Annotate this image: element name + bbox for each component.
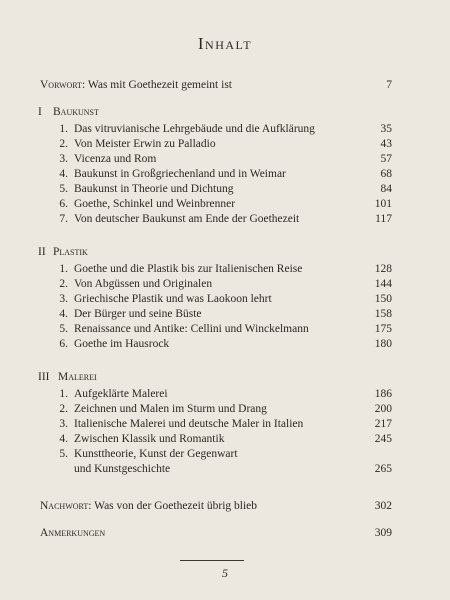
- entry-number: 4.: [59, 433, 68, 445]
- entry-title: Baukunst in Großgriechenland und in Weimar: [74, 168, 286, 180]
- toc-entry: [0, 447, 450, 462]
- page-number: 5: [222, 566, 228, 580]
- toc-entry: [0, 322, 450, 337]
- toc-entry-continuation: [0, 462, 450, 477]
- entry-page: 128: [374, 263, 392, 275]
- entry-title: Der Bürger und seine Büste: [74, 308, 202, 320]
- nachwort-page: 302: [374, 500, 392, 512]
- entry-number: 4.: [59, 168, 68, 180]
- toc-entry: [0, 262, 450, 277]
- vorwort-page: 7: [386, 79, 392, 91]
- section-heading-malerei: [0, 370, 450, 385]
- entry-page: 150: [374, 293, 392, 305]
- toc-entry: [0, 337, 450, 352]
- nachwort-title: Was von der Goethezeit übrig blieb: [94, 500, 258, 512]
- entry-number: 6.: [59, 338, 68, 350]
- vorwort-label: Vorwort:: [40, 79, 86, 91]
- section-heading-plastik: [0, 245, 450, 260]
- entry-title: Griechische Plastik und was Laokoon lehrt: [74, 293, 272, 305]
- toc-entry: [0, 197, 450, 212]
- entry-page: 35: [380, 123, 392, 135]
- entry-number: 3.: [59, 418, 68, 430]
- section-numeral: II: [38, 246, 46, 258]
- entry-page: 43: [380, 138, 392, 150]
- entry-title: Italienische Malerei und deutsche Maler in Italien: [74, 418, 304, 430]
- section-title: Baukunst: [53, 106, 99, 118]
- entry-title: Von deutscher Baukunst am Ende der Goethezeit: [74, 213, 300, 225]
- toc-entry-anmerkungen: [0, 526, 450, 541]
- entry-title: Goethe, Schinkel und Weinbrenner: [74, 198, 236, 210]
- vorwort-line: [40, 78, 232, 93]
- entry-page: 175: [374, 323, 392, 335]
- entry-title: Goethe und die Plastik bis zur Italienischen Reise: [74, 263, 303, 275]
- entry-number: 5.: [59, 183, 68, 195]
- toc-entry: [0, 432, 450, 447]
- entry-title: Goethe im Hausrock: [74, 338, 170, 350]
- section-heading-baukunst: [0, 105, 450, 120]
- entry-number: 2.: [59, 278, 68, 290]
- page-title: Inhalt: [197, 34, 253, 53]
- entry-title: und Kunstgeschichte: [74, 463, 171, 475]
- entry-number: 4.: [59, 308, 68, 320]
- toc-entry: [0, 417, 450, 432]
- entry-page: 101: [374, 198, 392, 210]
- toc-entry: [0, 137, 450, 152]
- entry-number: 2.: [59, 138, 68, 150]
- toc-entry: [0, 212, 450, 227]
- entry-title: Von Abgüssen und Originalen: [74, 278, 213, 290]
- toc-entry: [0, 402, 450, 417]
- entry-page: 84: [380, 183, 392, 195]
- anmerkungen-page: 309: [374, 527, 392, 539]
- entry-number: 1.: [59, 123, 68, 135]
- toc-entry: [0, 167, 450, 182]
- entry-number: 1.: [59, 263, 68, 275]
- entry-page: 200: [374, 403, 392, 415]
- toc-entry: [0, 152, 450, 167]
- entry-title: Das vitruvianische Lehrgebäude und die Aufklärung: [74, 123, 315, 135]
- entry-number: 3.: [59, 293, 68, 305]
- toc-entry: [0, 277, 450, 292]
- toc-entry: [0, 387, 450, 402]
- section-title: Plastik: [53, 246, 88, 258]
- entry-page: 245: [374, 433, 392, 445]
- entry-number: 5.: [59, 448, 68, 460]
- entry-title: Renaissance und Antike: Cellini und Winckelmann: [74, 323, 309, 335]
- entry-title: Kunsttheorie, Kunst der Gegenwart: [74, 448, 238, 460]
- toc-entry: [0, 307, 450, 322]
- section-title: Malerei: [58, 371, 97, 383]
- entry-title: Baukunst in Theorie und Dichtung: [74, 183, 234, 195]
- footer-rule: [180, 560, 244, 561]
- entry-number: 1.: [59, 388, 68, 400]
- entry-title: Zeichnen und Malen im Sturm und Drang: [74, 403, 267, 415]
- anmerkungen-label: Anmerkungen: [40, 527, 106, 539]
- entry-number: 5.: [59, 323, 68, 335]
- section-numeral: III: [38, 371, 50, 383]
- vorwort-title: Was mit Goethezeit gemeint ist: [87, 79, 232, 91]
- entry-number: 6.: [59, 198, 68, 210]
- nachwort-line: [40, 499, 257, 514]
- section-numeral: I: [38, 106, 42, 118]
- entry-page: 57: [380, 153, 392, 165]
- entry-page: 186: [374, 388, 392, 400]
- entry-page: 217: [374, 418, 392, 430]
- entry-page: 144: [374, 278, 392, 290]
- toc-entry-nachwort: [0, 499, 450, 514]
- toc-entry: [0, 122, 450, 137]
- toc-entry: [0, 292, 450, 307]
- entry-number: 3.: [59, 153, 68, 165]
- toc-entry-vorwort: [0, 78, 450, 93]
- entry-title: Von Meister Erwin zu Palladio: [74, 138, 216, 150]
- entry-page: 158: [374, 308, 392, 320]
- toc-entry: [0, 182, 450, 197]
- entry-page: 265: [374, 463, 392, 475]
- entry-number: 7.: [59, 213, 68, 225]
- entry-title: Vicenza und Rom: [74, 153, 157, 165]
- entry-page: 180: [374, 338, 392, 350]
- entry-page: 68: [380, 168, 392, 180]
- entry-title: Zwischen Klassik und Romantik: [74, 433, 225, 445]
- entry-number: 2.: [59, 403, 68, 415]
- nachwort-label: Nachwort:: [40, 500, 92, 512]
- entry-page: 117: [375, 213, 392, 225]
- entry-title: Aufgeklärte Malerei: [74, 388, 168, 400]
